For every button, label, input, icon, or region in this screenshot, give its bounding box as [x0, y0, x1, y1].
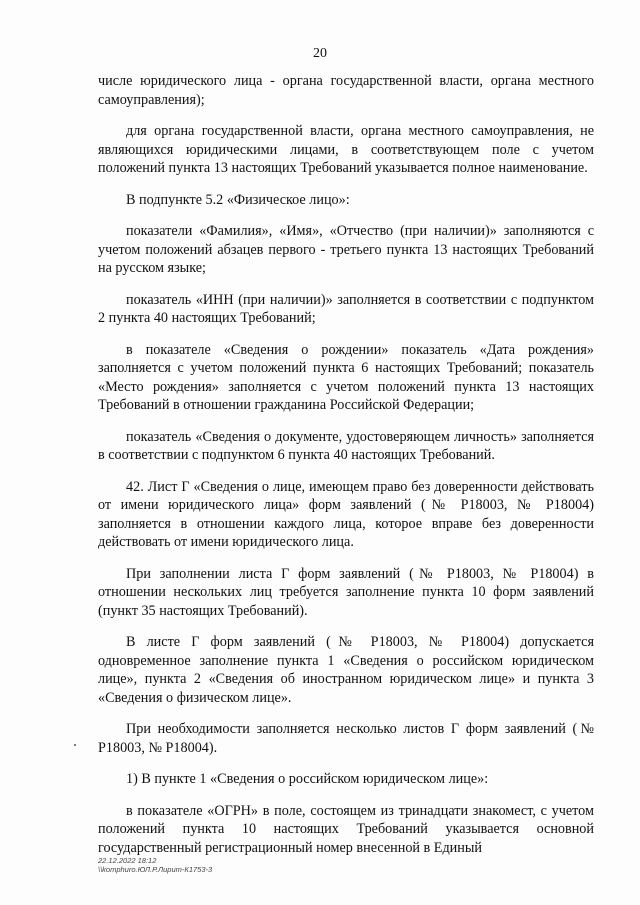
- document-body: [98, 72, 594, 870]
- footer-stamp: [98, 856, 212, 874]
- paragraph-3: В подпункте 5.2 «Физическое лицо»:: [126, 191, 350, 208]
- paragraph-10: В листе Г форм заявлений (№ Р18003, № Р18004) допускается одновременное заполнение пункта 1 «Сведения о российском юридическом лице», пункта 2 «Сведения об иностранном юридическом лице» и пункта 3 «Сведения о физическом лице».: [98, 634, 594, 706]
- paragraph-7: показатель «Сведения о документе, удостоверяющем личность» заполняется в соответствии с подпунктом 6 пункта 40 настоящих Требований.: [98, 428, 594, 463]
- paragraph-8: 42. Лист Г «Сведения о лице, имеющем право без доверенности действовать от имени юридического лица» форм заявлений (№ Р18003, № Р18004) заполняется в отношении каждого лица, которое вправе без доверенности действовать от имени юридического лица.: [98, 478, 594, 550]
- paragraph-1: числе юридического лица - органа государственной власти, органа местного самоуправления);: [98, 73, 594, 108]
- footer-filepath: \\komphuro.ЮЛ.Р.Лирит-К1753-3: [98, 865, 213, 874]
- paragraph-11: При необходимости заполняется несколько листов Г форм заявлений (№ Р18003, № Р18004).: [98, 721, 594, 756]
- paragraph-2: для органа государственной власти, органа местного самоуправления, не являющихся юридическими лицами, в соответствующем поле с учетом положений пункта 13 настоящих Требований указывается полное наименование.: [98, 123, 594, 176]
- paragraph-5: показатель «ИНН (при наличии)» заполняется в соответствии с подпунктом 2 пункта 40 настоящих Требований;: [98, 291, 594, 326]
- paragraph-12: 1) В пункте 1 «Сведения о российском юридическом лице»:: [126, 771, 489, 787]
- paragraph-4: показатели «Фамилия», «Имя», «Отчество (при наличии)» заполняются с учетом положений абзацев первого - третьего пункта 13 настоящих Требований на русском языке;: [98, 223, 594, 276]
- scan-mark: [74, 744, 76, 746]
- footer-timestamp: 22.12.2022 18:12: [98, 856, 157, 865]
- paragraph-13: в показателе «ОГРН» в поле, состоящем из тринадцати знакомест, с учетом положений пункта 10 настоящих Требований указывается основной государственный регистрационный номер внесенной в Единый: [98, 802, 594, 856]
- page-number: 20: [313, 46, 327, 61]
- paragraph-6: в показателе «Сведения о рождении» показатель «Дата рождения» заполняется с учетом положений пункта 6 настоящих Требований; показатель «Место рождения» заполняется с учетом положений пункта 13 настоящих Требований в отношении гражданина Российской Федерации;: [98, 341, 594, 413]
- paragraph-9: При заполнении листа Г форм заявлений (№ Р18003, № Р18004) в отношении нескольких лиц требуется заполнение пункта 10 форм заявлений (пункт 35 настоящих Требований).: [98, 565, 594, 619]
